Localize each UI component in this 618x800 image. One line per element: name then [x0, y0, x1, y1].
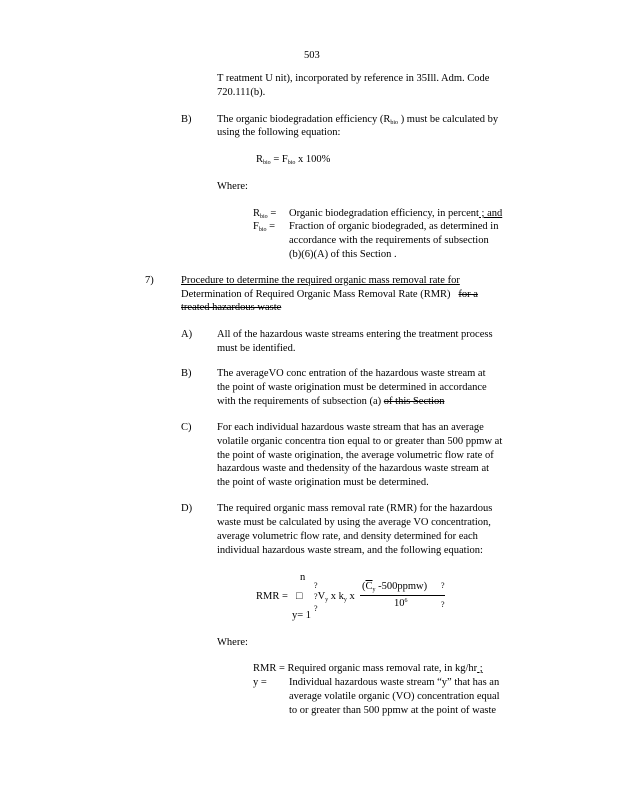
rmr-v: V: [317, 591, 326, 602]
rmr-x: x: [346, 591, 355, 602]
item-b2-line-3: [217, 396, 444, 407]
b1-def2-line-1: Fraction of organic biodegraded, as determined in: [289, 221, 499, 232]
rmr-num-open: (: [362, 581, 366, 592]
d-def1-inserted: ;: [477, 663, 483, 674]
b2-line-3-text: with the requirements of subsection (a): [217, 396, 382, 407]
item-b1-line-2: using the following equation:: [217, 127, 341, 138]
rmr-q-5: ?: [314, 604, 318, 613]
rmr-num-rest: -500ppmw): [375, 581, 428, 592]
rmr-v-sub: y: [325, 597, 329, 603]
b1-def2-line-2: accordance with the requirements of subsection: [289, 235, 489, 246]
item-7-deleted-1: for a: [458, 289, 478, 300]
b1-def2-line-3: (b)(6)(A) of this Section .: [289, 249, 397, 260]
item-d-label: D): [181, 503, 193, 514]
def1-sym: R: [253, 208, 261, 219]
eq-end: x 100%: [295, 154, 331, 165]
b1-def2-symbol: [253, 221, 275, 233]
item-7-line-3: treated hazardous waste: [181, 302, 282, 313]
b1-def1-symbol: [253, 208, 276, 220]
item-7-line-2-text: Determination of Required Organic Mass Removal Rate (RMR): [181, 289, 451, 300]
page-number: 503: [304, 50, 320, 61]
rmr-den-exp: 6: [404, 598, 408, 604]
item-d-line-4: individual hazardous waste stream, and the following equation:: [217, 545, 483, 556]
item-b2-line-2: the point of waste origination must be determined in accordance: [217, 382, 487, 393]
def2-sym: F: [253, 221, 259, 232]
rmr-q-2: ?: [314, 592, 318, 601]
item-a-line-2: must be identified.: [217, 343, 296, 354]
def2-sym-sub: bio: [258, 227, 267, 233]
item-d-line-3: average volumetric flow rate, and density determined for each: [217, 531, 478, 542]
d-def1-text: = Required organic mass removal rate, in kg/hr: [276, 663, 478, 674]
def1-inserted: ; and: [478, 208, 503, 219]
rmr-c-bar: $\overline{C}$: [365, 581, 373, 592]
rmr-terms: [314, 591, 355, 603]
rmr-lower-limit: y= 1: [292, 610, 312, 621]
item-7-line-1: Procedure to determine the required organic mass removal rate for: [181, 275, 460, 286]
rmr-upper-limit: n: [300, 572, 306, 583]
rmr-fraction-bar: [360, 595, 445, 596]
def1-sym-sub: bio: [260, 214, 268, 220]
eq-r: R: [256, 154, 264, 165]
item-a-label: A): [181, 329, 193, 340]
def2-eq: =: [266, 221, 276, 232]
item-b2-label: B): [181, 368, 192, 379]
item-a-line-1: All of the hazardous waste streams entering the treatment process: [217, 329, 493, 340]
rmr-c-sub: y: [372, 587, 376, 593]
d-where: Where:: [217, 637, 248, 648]
rmr-den-base: 10: [394, 598, 405, 609]
rmr-q-3: ?: [441, 581, 445, 590]
item-7-label: 7): [145, 275, 154, 286]
d-def2-line-2: average volatile organic (VO) concentration equal: [289, 691, 500, 702]
eq-mid: = F: [270, 154, 288, 165]
item-c-line-3: the point of waste origination, the average volumetric flow rate of: [217, 450, 494, 461]
d-def2-symbol: y =: [253, 677, 267, 688]
def1-text: Organic biodegradation efficiency, in percent: [289, 208, 479, 219]
rmr-lhs: RMR =: [256, 591, 288, 602]
rmr-k-sub: y: [343, 597, 347, 603]
b1-where: Where:: [217, 181, 248, 192]
rmr-q-4: ?: [441, 600, 445, 609]
d-def2-line-3: to or greater than 500 ppmw at the point of waste: [289, 705, 497, 716]
item-7-line-2: [181, 289, 478, 300]
eq-r-sub: bio: [263, 160, 271, 166]
def1-eq: =: [267, 208, 277, 219]
rmr-sum-symbol: □: [296, 591, 303, 602]
d-def2-line-1: Individual hazardous waste stream “y” that has an: [289, 677, 500, 688]
d-def1: [253, 663, 483, 674]
biodegradation-equation: [256, 154, 330, 166]
b2-deleted: of this Section: [383, 396, 445, 407]
item-c-label: C): [181, 422, 192, 433]
rmr-numerator: [362, 581, 427, 593]
item-c-line-5: the point of waste origination must be determined.: [217, 477, 429, 488]
rmr-q-1: ?: [314, 581, 318, 590]
b1-sub: bio: [390, 120, 399, 126]
item-d-line-2: waste must be calculated by using the average VO concentration,: [217, 517, 491, 528]
d-def1-sym: RMR: [253, 663, 277, 674]
item-b1-label: B): [181, 114, 192, 125]
b1-def1-text: [289, 208, 502, 219]
b1-text-post: ) must be calculated by: [398, 114, 499, 125]
item-b2-line-1: The averageVO conc entration of the hazardous waste stream at: [217, 368, 486, 379]
rmr-denominator: [394, 598, 408, 609]
item-c-line-4: hazardous waste and thedensity of the hazardous waste stream at: [217, 463, 490, 474]
item-c-line-1: For each individual hazardous waste stream that has an average: [217, 422, 484, 433]
rmr-k: x k: [328, 591, 344, 602]
intro-line-1: T reatment U nit), incorporated by reference in 35Ill. Adm. Code: [217, 73, 490, 84]
intro-line-2: 720.111(b).: [217, 87, 266, 98]
item-d-line-1: The required organic mass removal rate (RMR) for the hazardous: [217, 503, 493, 514]
b1-text-pre: The organic biodegradation efficiency (R: [217, 114, 391, 125]
eq-f-sub: bio: [287, 160, 296, 166]
item-b1-line-1: [217, 114, 498, 126]
item-c-line-2: volatile organic concentra tion equal to or greater than 500 ppmw at: [217, 436, 503, 447]
